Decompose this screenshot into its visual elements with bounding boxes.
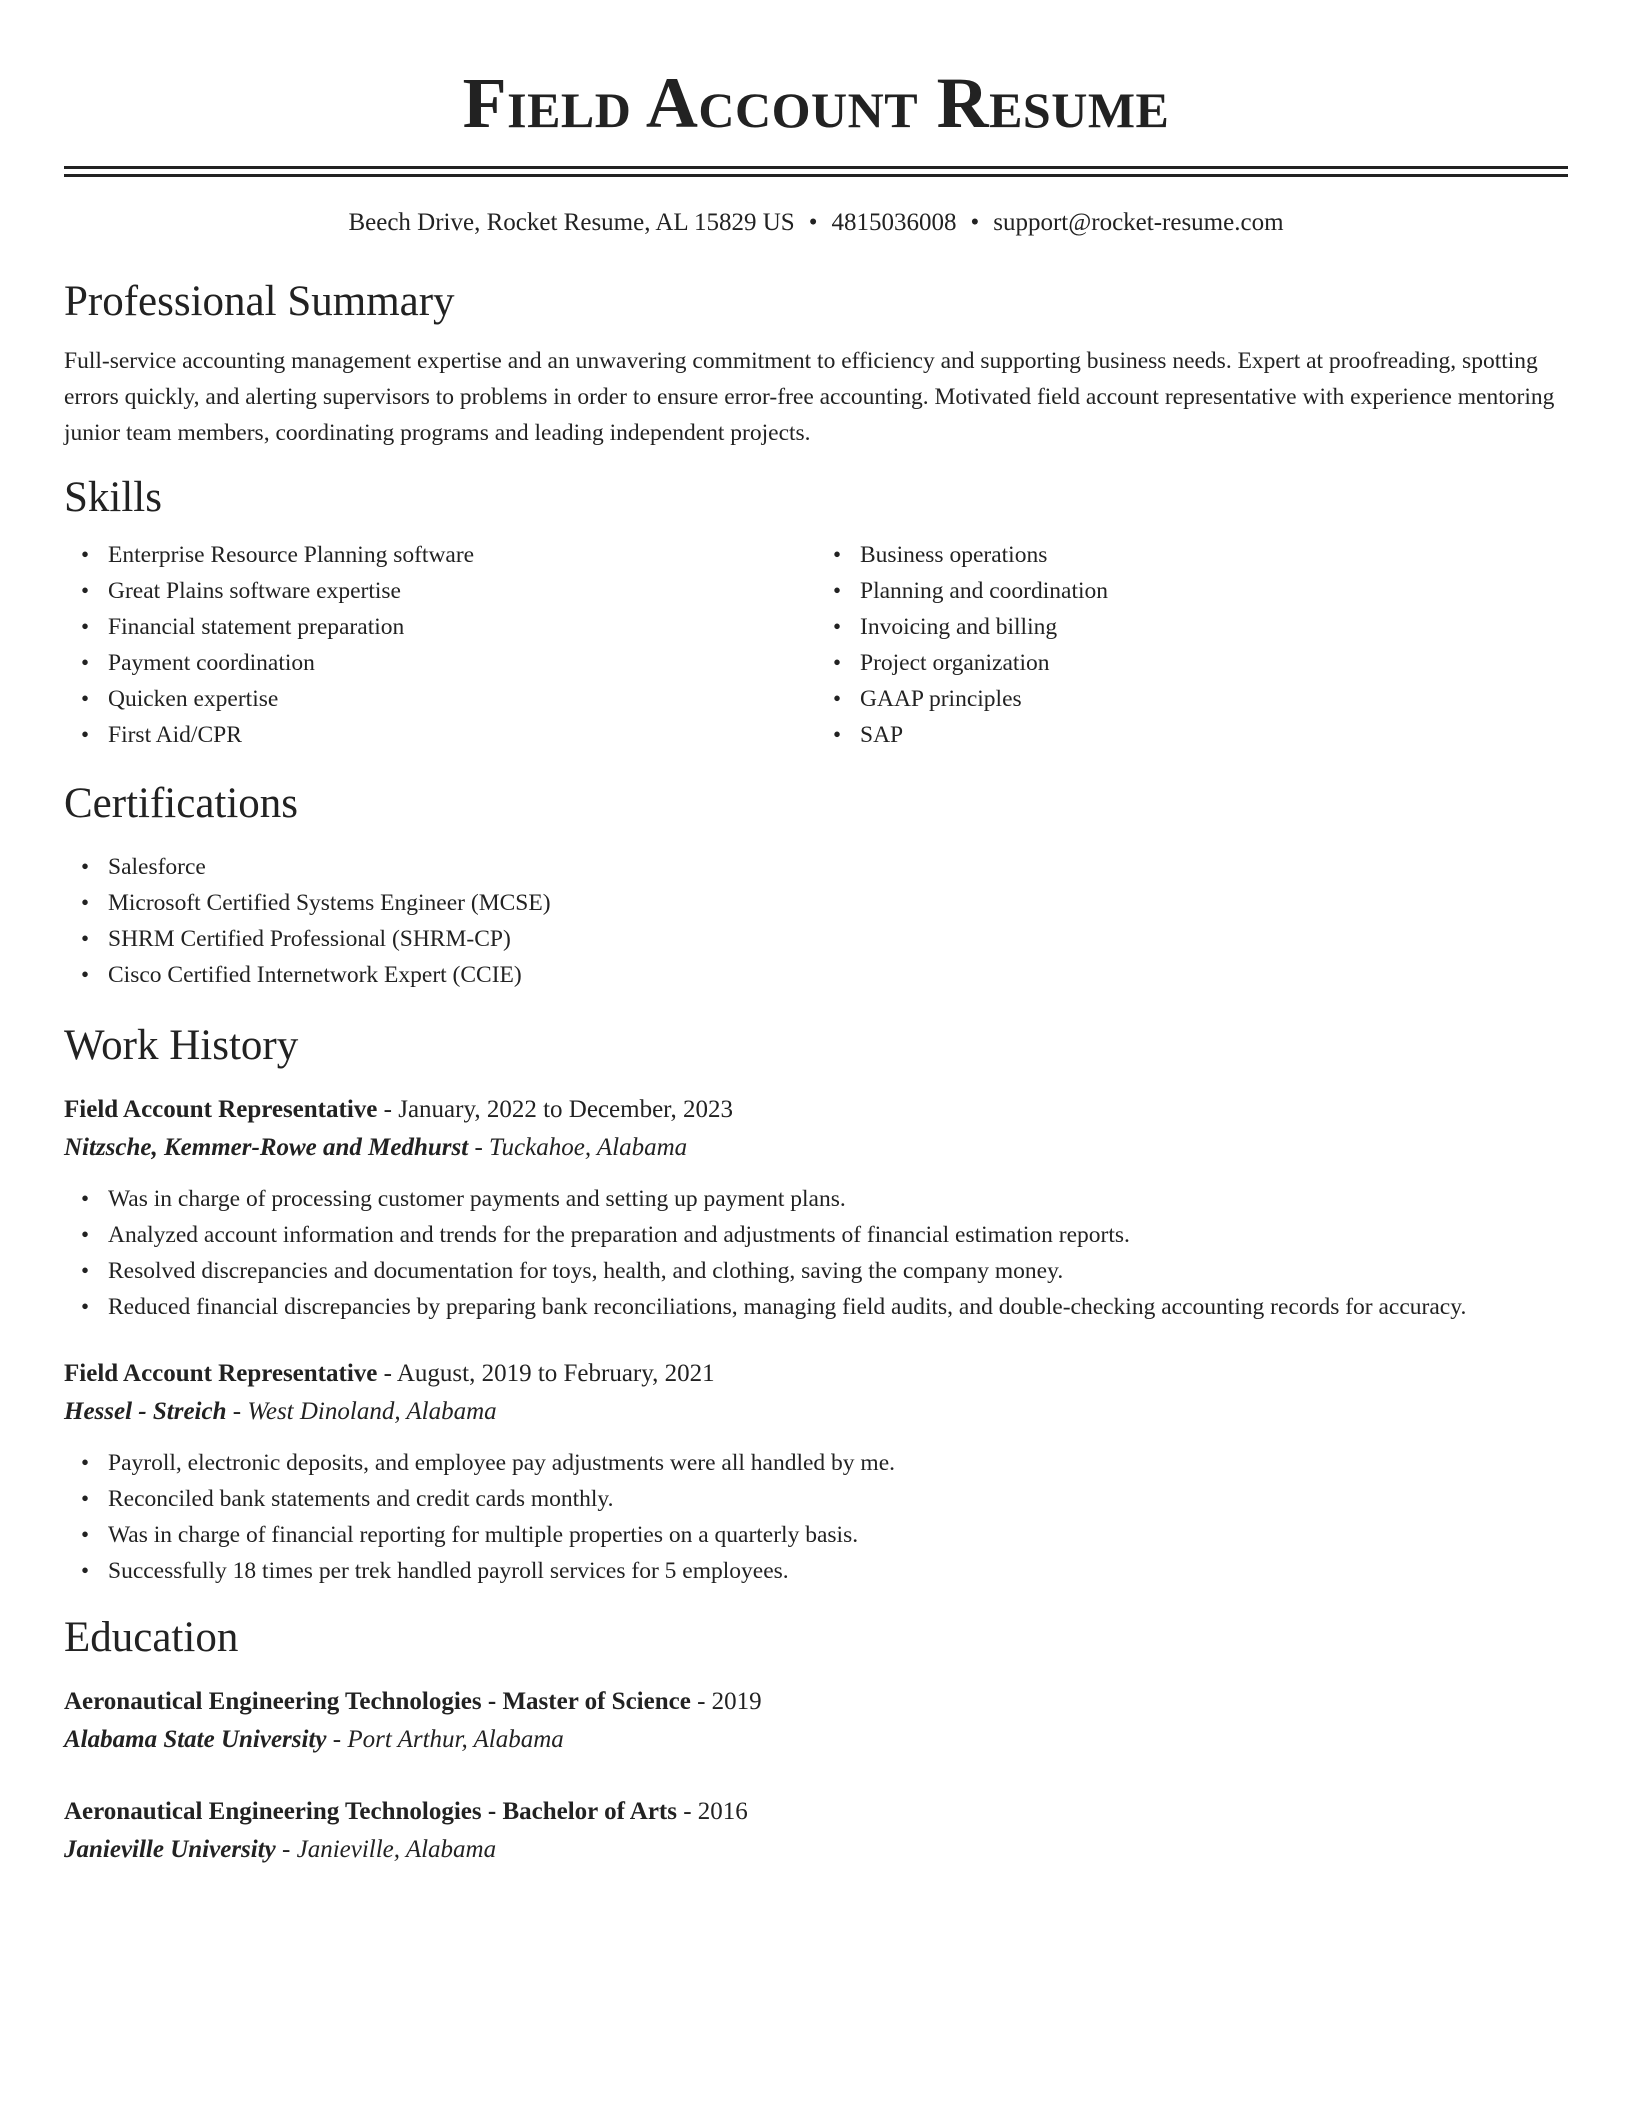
duty-item: • Was in charge of financial reporting for multiple properties on a quarterly basis. — [108, 1517, 1568, 1553]
job-company: Nitzsche, Kemmer-Rowe and Medhurst — [64, 1134, 469, 1161]
skills-left-list — [64, 537, 816, 753]
contact-separator: • — [970, 209, 980, 236]
skill-item: • Payment coordination — [108, 645, 816, 681]
skill-item: • Invoicing and billing — [860, 609, 1568, 645]
school-location: - Port Arthur, Alabama — [326, 1726, 564, 1753]
certification-item: • SHRM Certified Professional (SHRM-CP) — [108, 921, 1568, 957]
skill-item: • Planning and coordination — [860, 573, 1568, 609]
job-title-line — [64, 1091, 1568, 1129]
degree-year: - 2019 — [690, 1688, 762, 1715]
job-title: Field Account Representative — [64, 1096, 378, 1123]
contact-address: Beech Drive, Rocket Resume, AL 15829 US — [348, 209, 795, 236]
job-company-line — [64, 1393, 1568, 1431]
work-history-heading: Work History — [64, 1022, 299, 1069]
job-title-line — [64, 1355, 1568, 1393]
skill-item: • First Aid/CPR — [108, 717, 816, 753]
job-location: - West Dinoland, Alabama — [226, 1398, 497, 1425]
duty-item: • Payroll, electronic deposits, and employee pay adjustments were all handled by me. — [108, 1445, 1568, 1481]
duty-item: • Successfully 18 times per trek handled payroll services for 5 employees. — [108, 1553, 1568, 1589]
contact-email: support@rocket-resume.com — [993, 209, 1284, 236]
resume-page — [64, 0, 1568, 1869]
skill-item: • SAP — [860, 717, 1568, 753]
certifications-list — [64, 849, 1568, 993]
skill-item: • Business operations — [860, 537, 1568, 573]
skills-columns — [64, 537, 1568, 753]
summary-heading: Professional Summary — [64, 278, 455, 325]
certification-item: • Microsoft Certified Systems Engineer (MCSE) — [108, 885, 1568, 921]
skill-item: • Project organization — [860, 645, 1568, 681]
degree-year: - 2016 — [676, 1798, 748, 1825]
contact-phone: 4815036008 — [831, 209, 957, 236]
job-company-line — [64, 1129, 1568, 1167]
job-duties-list — [64, 1445, 1568, 1589]
contact-line — [64, 207, 1568, 239]
resume-title: Field Account Resume — [462, 63, 1170, 143]
skill-item: • Enterprise Resource Planning software — [108, 537, 816, 573]
job-company: Hessel - Streich — [64, 1398, 227, 1425]
education-entry — [64, 1683, 1568, 1759]
job-entry — [64, 1355, 1568, 1589]
skills-right-list — [816, 537, 1568, 753]
education-entry — [64, 1793, 1568, 1869]
school: Alabama State University — [64, 1726, 327, 1753]
school: Janieville University — [64, 1836, 276, 1863]
skill-item: • Quicken expertise — [108, 681, 816, 717]
title-double-rule — [64, 166, 1568, 177]
job-entry — [64, 1091, 1568, 1325]
job-location: - Tuckahoe, Alabama — [468, 1134, 688, 1161]
certifications-heading: Certifications — [64, 780, 299, 827]
certification-item: • Salesforce — [108, 849, 1568, 885]
contact-separator: • — [808, 209, 818, 236]
summary-text: Full-service accounting management expertise and an unwavering commitment to efficiency and supporting business needs. Expert at proofreading, spotting errors quickly, and alerting supervisors to problems in order to ensure error-free accounting. Motivated field account representative with experience mentoring junior team members, coordinating programs and leading independent projects. — [64, 348, 1555, 446]
school-line — [64, 1721, 1568, 1759]
duty-item: • Reduced financial discrepancies by preparing bank reconciliations, managing field audits, and double-checking accounting records for accuracy. — [108, 1289, 1568, 1325]
education-heading: Education — [64, 1614, 239, 1661]
duty-item: • Analyzed account information and trends for the preparation and adjustments of financial estimation reports. — [108, 1217, 1568, 1253]
degree-line — [64, 1793, 1568, 1831]
school-line — [64, 1831, 1568, 1869]
job-dates: - January, 2022 to December, 2023 — [377, 1096, 733, 1123]
degree-line — [64, 1683, 1568, 1721]
job-title: Field Account Representative — [64, 1360, 378, 1387]
job-dates: - August, 2019 to February, 2021 — [377, 1360, 715, 1387]
skill-item: • Great Plains software expertise — [108, 573, 816, 609]
duty-item: • Resolved discrepancies and documentation for toys, health, and clothing, saving the company money. — [108, 1253, 1568, 1289]
duty-item: • Was in charge of processing customer payments and setting up payment plans. — [108, 1181, 1568, 1217]
duty-item: • Reconciled bank statements and credit cards monthly. — [108, 1481, 1568, 1517]
school-location: - Janieville, Alabama — [275, 1836, 497, 1863]
skill-item: • GAAP principles — [860, 681, 1568, 717]
certification-item: • Cisco Certified Internetwork Expert (CCIE) — [108, 957, 1568, 993]
degree: Aeronautical Engineering Technologies - Master of Science — [64, 1688, 691, 1715]
skill-item: • Financial statement preparation — [108, 609, 816, 645]
skills-heading: Skills — [64, 474, 162, 521]
job-duties-list — [64, 1181, 1568, 1325]
degree: Aeronautical Engineering Technologies - Bachelor of Arts — [64, 1798, 677, 1825]
